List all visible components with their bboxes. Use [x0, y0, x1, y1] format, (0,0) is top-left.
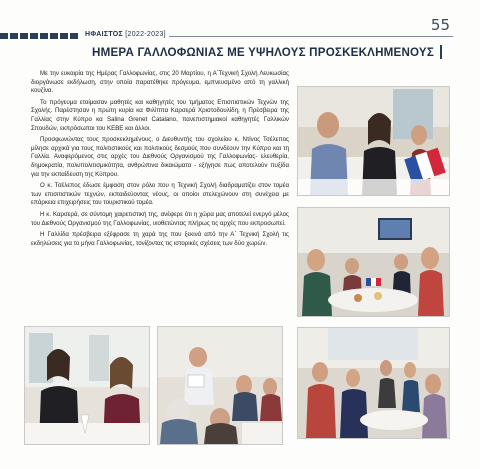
headline-accent-bar: [440, 45, 442, 59]
article-paragraph: Η Γαλλίδα πρέσβειρα εξέφρασε τη χαρά της που ξεκινά από την Α΄ Τεχνική Σχολή τις εκδηλώσεις για το μήνα Γαλλοφωνίας, τονίζοντας τις ιστορικές σχέσεις των δύο χωρών.: [31, 231, 289, 247]
article-body: [31, 70, 289, 251]
event-photo-speaker: [157, 326, 283, 445]
header-rule: [0, 33, 480, 39]
page-number: 55: [430, 16, 450, 34]
issue-label: [82, 31, 169, 38]
article-paragraph: Με την ευκαιρία της Ημέρας Γαλλοφωνίας, στις 20 Μαρτίου, η Α΄Τεχνική Σχολή Λευκωσίας διοργάνωσε εκδήλωση, στην οποία παρατέθηκε πρόγευμα, εμπνευσμένο από τη γαλλική κουζίνα.: [31, 70, 289, 95]
article-paragraph: Η κ. Καρσερά, σε σύντομη χαιρετιστική της, ανέφερε ότι η χώρα μας αποτελεί ενεργό μέλος του Διεθνούς Οργανισμού της Γαλλοφωνίας, υιοθετώντας πλήρως τις αρχές που εκπροσωπεί.: [31, 210, 289, 227]
article-paragraph: Ο κ. Τσέλεπος έδωσε έμφαση στον ρόλο που η Τεχνική Σχολή διαδραματίζει στον τομέα των επισιτιστικών τεχνών, εκπαιδεύοντας νέους, οι οποίοι στελεχώνουν στη συνέχεια με επάρκεια επιχειρήσεις του τουριστικού τομέα.: [31, 182, 289, 207]
header-rule-line: [155, 36, 453, 37]
article-paragraph: Το πρόγευμα ετοίμασαν μαθητές και καθηγητές του τμήματος Επισιτιστικών Τεχνών της Σχολής. Παρέστησαν η πρώτη κυρία κα Φιλίππα Καρσερά Χριστοδουλίδη, η Πρέσβειρα της Γαλλίας στην Κύπρο κα Salina Grenet Catalano, πανεπιστημιακοί καθηγητές Γαλλικών Σπουδών, εκπρόσωποι του ΚΕΒΕ και άλλοι.: [31, 98, 289, 132]
event-photo-round-tables: [297, 327, 450, 439]
article-headline: ΗΜΕΡΑ ΓΑΛΛΟΦΩΝΙΑΣ ΜΕ ΥΨΗΛΟΥΣ ΠΡΟΣΚΕΚΛΗΜΕΝΟΥΣ: [92, 46, 434, 59]
section-name: ΗΦΑΙΣΤΟΣ: [85, 31, 124, 38]
event-photo-two-women: [24, 326, 150, 445]
article-paragraph: Προσφωνώντας τους προσκεκλημένους, ο Διευθυντής του σχολείου κ. Ντίνος Τσέλεπος μίλησε αρχικά για τους πολιτιστικούς και πολιτικούς δεσμούς που συνδέουν την Κύπρο και τη Γαλλία. Αναφερόμενος στις αρχές του Διεθνούς Οργανισμού της Γαλλοφωνίας- ελευθερία, δημοκρατία, πολυπολιτισμικότητα, ανθρώπινα δικαιώματα - εξήγησε πως αποτελούν πυξίδα για την εκπαίδευση της Κύπρου.: [31, 136, 289, 178]
event-photo-guests: [297, 207, 450, 317]
year-range: [2022-2023]: [125, 31, 166, 38]
event-photo-officials: [297, 86, 450, 196]
